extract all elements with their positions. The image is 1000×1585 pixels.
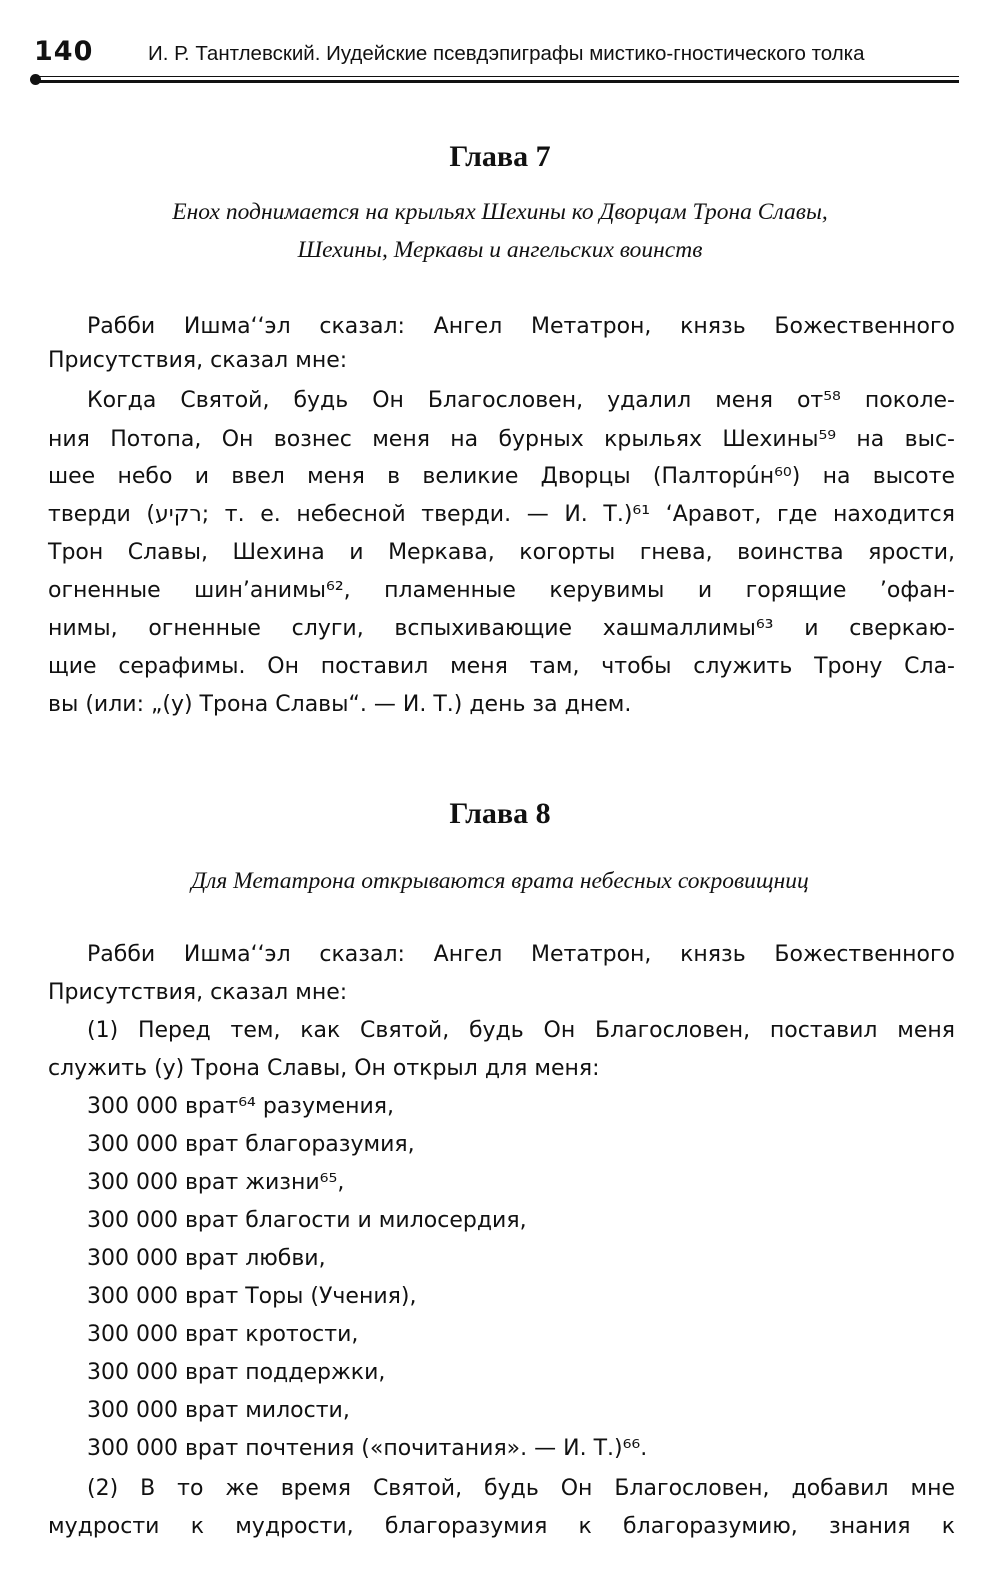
paragraph-line: огненные шин’анимы⁶², пламенные керувимы и горящие ’офан- — [48, 578, 955, 603]
page-number: 140 — [34, 36, 94, 67]
paragraph-line: вы (или: „(у) Трона Славы“. — И. Т.) день за днем. — [48, 692, 632, 717]
paragraph-line: (1) Перед тем, как Святой, будь Он Благословен, поставил меня — [87, 1018, 955, 1043]
paragraph-line: Присутствия, сказал мне: — [48, 348, 348, 373]
header-rule-dot — [30, 74, 41, 85]
list-item: 300 000 врат почтения («почитания». — И. Т.)⁶⁶. — [87, 1436, 648, 1461]
paragraph-line: Рабби Ишма‘‘эл сказал: Ангел Метатрон, князь Божественного — [87, 314, 955, 339]
paragraph-line: щие серафимы. Он поставил меня там, чтобы служить Трону Сла- — [48, 654, 955, 679]
chapter-7-subtitle-line: Енох поднимается на крыльях Шехины ко Дворцам Трона Славы, — [172, 199, 828, 225]
paragraph-line: Присутствия, сказал мне: — [48, 980, 348, 1005]
header-rule-thick — [34, 80, 959, 83]
paragraph-line: служить (у) Трона Славы, Он открыл для меня: — [48, 1056, 600, 1081]
list-item: 300 000 врат Торы (Учения), — [87, 1284, 417, 1309]
page-header — [34, 30, 959, 82]
paragraph-line: мудрости к мудрости, благоразумия к благоразумию, знания к — [48, 1514, 955, 1539]
chapter-7-title: Глава 7 — [449, 140, 551, 173]
chapter-8-subtitle-line: Для Метатрона открываются врата небесных сокровищниц — [191, 868, 809, 894]
chapter-8-title: Глава 8 — [449, 797, 551, 830]
list-item: 300 000 врат милости, — [87, 1398, 350, 1423]
chapter-7-subtitle-line: Шехины, Меркавы и ангельских воинств — [297, 237, 703, 263]
header-rule-thin — [34, 76, 959, 77]
list-item: 300 000 врат благоразумия, — [87, 1132, 415, 1157]
list-item: 300 000 врат любви, — [87, 1246, 326, 1271]
paragraph-line: ния Потопа, Он вознес меня на бурных крыльях Шехины⁵⁹ на выс- — [48, 427, 955, 452]
paragraph-line: тверди (רקיע; т. е. небесной тверди. — И. Т.)⁶¹ ‘Аравот, где находится — [48, 502, 955, 527]
list-item: 300 000 врат поддержки, — [87, 1360, 386, 1385]
paragraph-line: Рабби Ишма‘‘эл сказал: Ангел Метатрон, князь Божественного — [87, 942, 955, 967]
list-item: 300 000 врат⁶⁴ разумения, — [87, 1094, 395, 1119]
paragraph-line: нимы, огненные слуги, вспыхивающие хашмаллимы⁶³ и сверкаю- — [48, 616, 955, 641]
list-item: 300 000 врат кротости, — [87, 1322, 359, 1347]
running-title: И. Р. Тантлевский. Иудейские псевдэпиграфы мистико-гностического толка — [148, 42, 865, 65]
paragraph-line: Когда Святой, будь Он Благословен, удалил меня от⁵⁸ поколе- — [87, 388, 955, 413]
paragraph-line: Трон Славы, Шехина и Меркава, когорты гнева, воинства ярости, — [48, 540, 955, 565]
list-item: 300 000 врат жизни⁶⁵, — [87, 1170, 345, 1195]
paragraph-line: шее небо и ввел меня в великие Дворцы (Палторúн⁶⁰) на высоте — [48, 464, 955, 489]
paragraph-line: (2) В то же время Святой, будь Он Благословен, добавил мне — [87, 1476, 955, 1501]
list-item: 300 000 врат благости и милосердия, — [87, 1208, 527, 1233]
